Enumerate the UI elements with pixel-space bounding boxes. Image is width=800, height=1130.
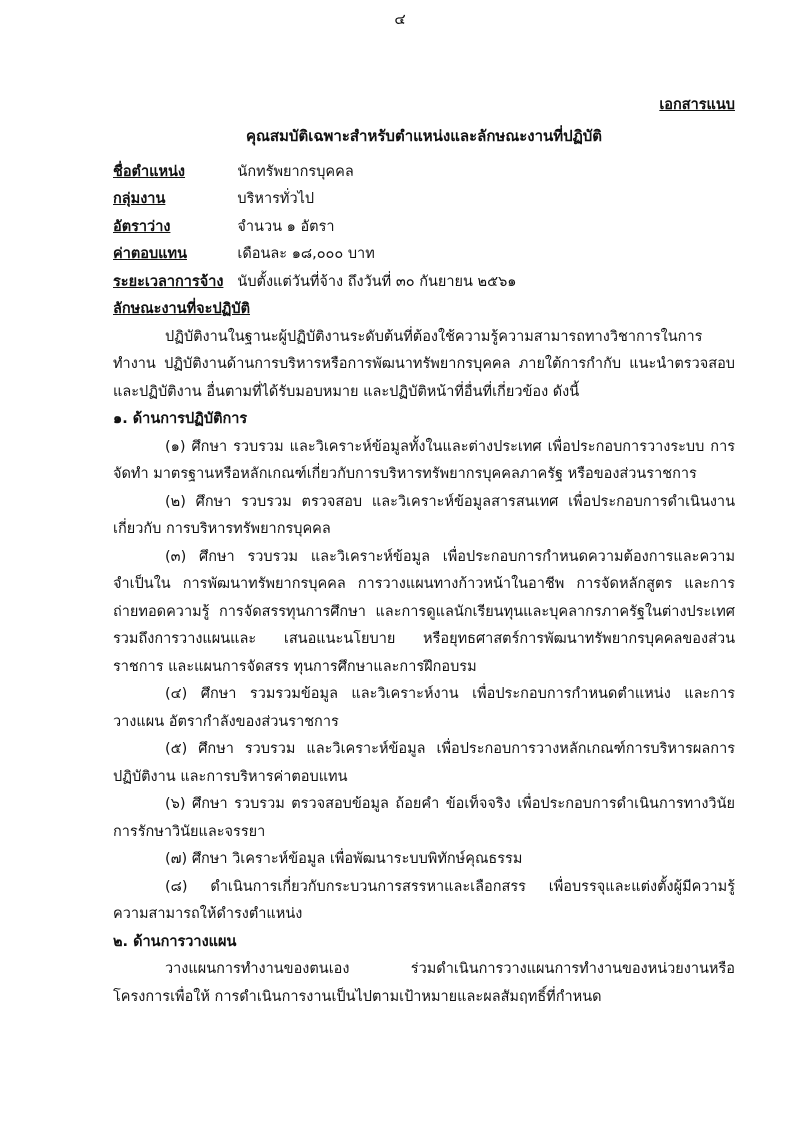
- item-line: (๒) ศึกษา รวบรวม ตรวจสอบ และวิเคราะห์ข้อมูลสารสนเทศ เพื่อประกอบการดำเนินงานเกี่ยวกับ: [113, 493, 735, 537]
- item-line: การรักษาวินัยและจรรยา: [113, 823, 266, 840]
- field-value: นับตั้งแต่วันที่จ้าง ถึงวันที่ ๓๐ กันยายน ๒๕๖๑: [237, 273, 517, 290]
- item-paragraph: [113, 874, 735, 929]
- item-line: (๖) ศึกษา รวบรวม ตรวจสอบข้อมูล ถ้อยคำ ข้อเท็จจริง เพื่อประกอบการดำเนินการทางวินัย: [165, 796, 735, 812]
- section1-heading: ๑. ด้านการปฏิบัติการ: [113, 411, 248, 427]
- item-paragraph: [113, 434, 735, 489]
- field-vacancy: [113, 214, 516, 242]
- field-value: จำนวน ๑ อัตรา: [237, 218, 335, 235]
- job-fields: [113, 159, 516, 297]
- intro-line: ปฏิบัติงานด้านการบริหารหรือการพัฒนาทรัพยากรบุคคล ภายใต้การกำกับ แนะนำตรวจสอบ และปฏิบัติงาน: [113, 356, 735, 400]
- intro-line: อื่นตามที่ได้รับมอบหมาย และปฏิบัติหน้าที่อื่นที่เกี่ยวข้อง ดังนี้: [206, 383, 580, 400]
- item-line: อัตรากำลังของส่วนราชการ: [168, 713, 339, 730]
- field-salary: [113, 241, 516, 269]
- field-label: กลุ่มงาน: [113, 191, 166, 207]
- item-line: การจัดสรรทุนการศึกษา และการดูแลนักเรียนทุนและบุคลากรภาครัฐในต่างประเทศ รวมถึงการวางแผนและ: [113, 603, 735, 647]
- item-line: มาตรฐานหรือหลักเกณฑ์เกี่ยวกับการบริหารทรัพยากรบุคคลภาครัฐ หรือของส่วนราชการ: [153, 466, 697, 482]
- item-line: (๕) ศึกษา รวบรวม และวิเคราะห์ข้อมูล เพื่อประกอบการวางหลักเกณฑ์การบริหารผลการปฏิบัติงาน: [113, 741, 735, 785]
- item-line: ทุนการศึกษาและการฝึกอบรม: [293, 658, 477, 675]
- section2-heading: ๒. ด้านการวางแผน: [113, 933, 237, 950]
- field-duration: [113, 269, 516, 297]
- item-paragraph: [113, 681, 735, 736]
- item-paragraph: [113, 544, 735, 682]
- item-paragraph: [113, 489, 735, 544]
- item-line: (๓) ศึกษา รวบรวม และวิเคราะห์ข้อมูล เพื่อประกอบการกำหนดความต้องการและความจำเป็นใน: [113, 548, 735, 592]
- item-paragraph: [113, 846, 735, 874]
- document-title: คุณสมบัติเฉพาะสำหรับตำแหน่งและลักษณะงานที่ปฏิบัติ: [245, 127, 603, 145]
- item-line: (๑) ศึกษา รวบรวม และวิเคราะห์ข้อมูลทั้งในและต่างประเทศ เพื่อประกอบการวางระบบ การจัดทำ: [113, 438, 735, 482]
- item-line: การพัฒนาทรัพยากรบุคคล การวางแผนทางก้าวหน้าในอาชีพ การจัดหลักสูตร และการถ่ายทอดความรู้: [113, 576, 735, 620]
- item-paragraph: [113, 736, 735, 791]
- field-value: บริหารทั่วไป: [237, 191, 315, 207]
- item-line: และการบริหารค่าตอบแทน: [180, 768, 348, 785]
- field-value: เดือนละ ๑๘,๐๐๐ บาท: [237, 246, 375, 262]
- item-line: ความสามารถให้ดำรงตำแหน่ง: [113, 906, 303, 922]
- field-group: [113, 186, 516, 214]
- item-line: การบริหารทรัพยากรบุคคล: [165, 521, 331, 537]
- intro-line: ปฏิบัติงานในฐานะผู้ปฏิบัติงานระดับต้นที่ต้องใช้ความรู้ความสามารถทางวิชาการในการทำงาน: [113, 328, 703, 372]
- field-position: [113, 159, 516, 187]
- item-line: เสนอแนะนโยบาย หรือยุทธศาสตร์การพัฒนาทรัพยากรบุคคลของส่วนราชการ และแผนการจัดสรร: [113, 631, 736, 675]
- field-label: ชื่อตำแหน่ง: [113, 163, 186, 180]
- item-paragraph: [113, 791, 735, 846]
- section2-paragraph: [113, 956, 735, 1011]
- page-number: ๔: [394, 10, 406, 28]
- field-label: อัตราว่าง: [113, 218, 171, 235]
- field-value: นักทรัพยากรบุคคล: [237, 163, 354, 180]
- section2-line: การดำเนินการงานเป็นไปตามเป้าหมายและผลสัมฤทธิ์ที่กำหนด: [214, 988, 602, 1005]
- job-heading: ลักษณะงานที่จะปฏิบัติ: [113, 301, 250, 317]
- attachment-label: เอกสารแนบ: [659, 96, 735, 113]
- item-line: (๘) ดำเนินการเกี่ยวกับกระบวนการสรรหาและเลือกสรร เพื่อบรรจุและแต่งตั้งผู้มีความรู้: [165, 878, 735, 895]
- field-label: ระยะเวลาการจ้าง: [113, 273, 224, 290]
- item-line: (๔) ศึกษา รวมรวมข้อมูล และวิเคราะห์งาน เพื่อประกอบการกำหนดตำแหน่ง และการวางแผน: [113, 686, 735, 730]
- field-label: ค่าตอบแทน: [113, 246, 187, 262]
- intro-paragraph: [113, 324, 735, 407]
- item-line: (๗) ศึกษา วิเคราะห์ข้อมูล เพื่อพัฒนาระบบพิทักษ์คุณธรรม: [165, 851, 523, 867]
- section2-line: วางแผนการทำงานของตนเอง ร่วมดำเนินการวางแผนการทำงานของหน่วยงานหรือโครงการเพื่อให้: [113, 961, 735, 1005]
